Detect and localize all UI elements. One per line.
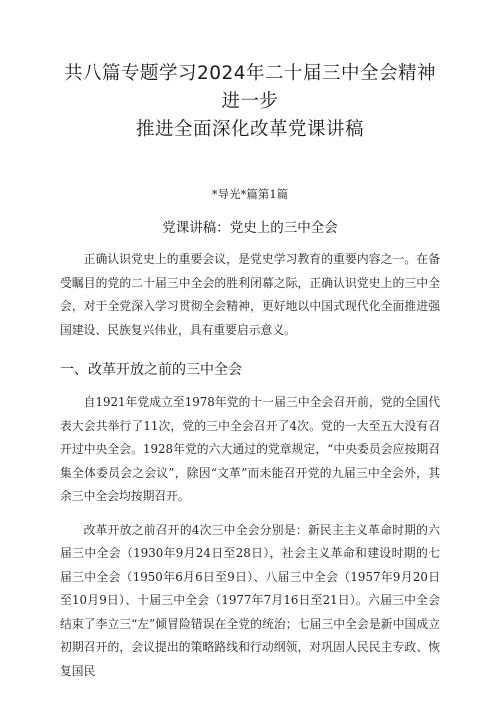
document-title-line-1: 共八篇专题学习2024年二十届三中全会精神进一步 [63,63,437,112]
body-paragraph-1: 自1921年党成立至1978年党的十一届三中全会召开前，党的全国代表大会共举行了11次，党的三中全会召开了4次。党的一大至五大没有召开过中央全会。1928年党的六大通过的党章规定，“中央委员会应按期召集全体委员会之会议”，除因“文革”而未能召开党的九届三中全会外，其余三中全会均按期召开。 [60,395,440,503]
section-heading-1: 一、改革开放之前的三中全会 [60,362,242,378]
guide-label: *导光*篇第1篇 [211,187,289,201]
body-paragraph-2: 改革开放之前召开的4次三中全会分别是：新民主主义革命时期的六届三中全会（1930年9月24日至28日），社会主义革命和建设时期的七届三中全会（1950年6月6日至9日）、八届三中全会（1957年9月20日至10月9日）、十届三中全会（1977年7月16日至21日）。六届三中全会结束了李立三“左”倾冒险错误在全党的统治；七届三中全会是新中国成立初期召开的，会议提出的策略路线和行动纲领，对巩固人民民主专政、恢复国民 [60,522,440,678]
document-title [60,0,440,144]
section-subtitle: 党课讲稿：党史上的三中全会 [162,220,338,236]
document-title-line-2: 推进全面深化改革党课讲稿 [135,119,364,140]
intro-paragraph: 正确认识党史上的重要会议，是党史学习教育的重要内容之一。在备受瞩目的党的二十届三中全会的胜利闭幕之际，正确认识党史上的三中全会，对于全党深入学习贯彻全会精神，更好地以中国式现代化全面推进强国建设、民族复兴伟业，具有重要启示意义。 [60,252,440,337]
